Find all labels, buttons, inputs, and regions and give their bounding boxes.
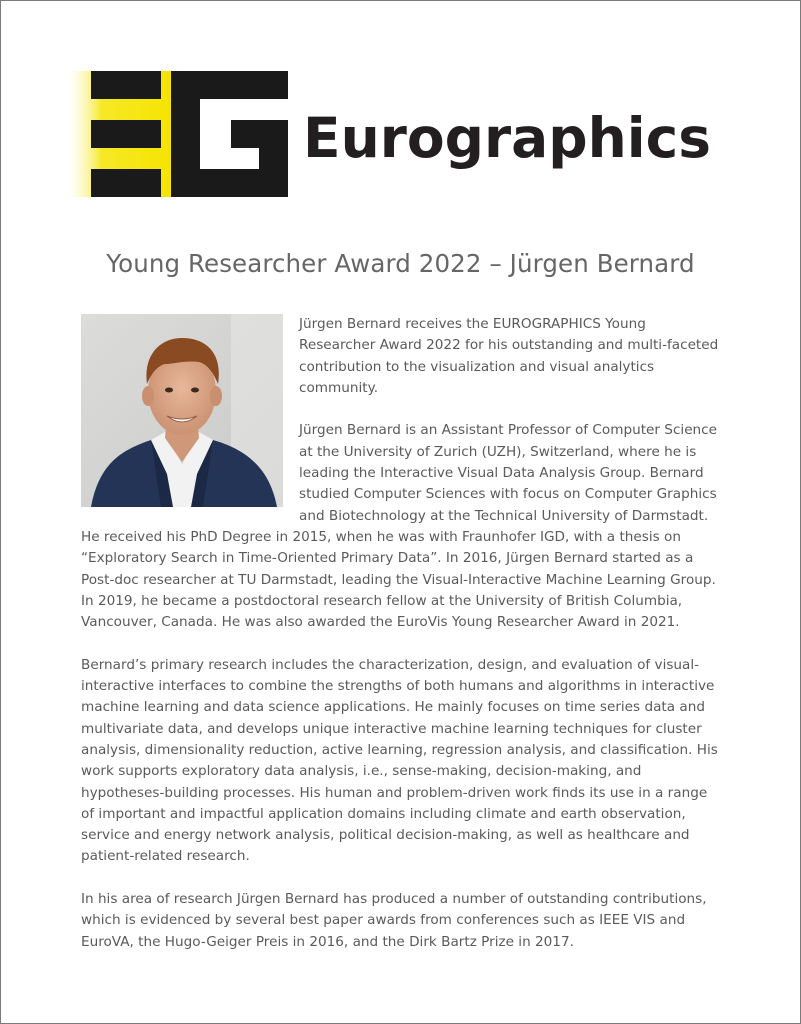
portrait-photo (81, 314, 283, 507)
paragraph-2: Jürgen Bernard is an Assistant Professor of Computer Science at the University of Zurich (UZH), Switzerland, where he is leading the Interactive Visual Data Analysis Group. Bernard studied Computer Sciences with focus on Computer Graphics and Biotechnology at the Technical University of Darmstadt. He received his PhD Degree in 2015, when he was with Fraunhofer IGD, with a thesis on “Exploratory Search in Time-Oriented Primary Data”. In 2016, Jürgen Bernard started as a Post-doc researcher at TU Darmstadt, leading the Visual-Interactive Machine Learning Group. In 2019, he became a postdoctoral research fellow at the University of British Columbia, Vancouver, Canada. He was also awarded the EuroVis Young Researcher Award in 2021. (81, 422, 718, 631)
eurographics-logo (63, 69, 713, 199)
paragraph-1: Jürgen Bernard receives the EUROGRAPHICS Young Researcher Award 2022 for his outstanding and multi-faceted contribution to the visualization and visual analytics community. (299, 316, 719, 396)
logo-wordmark: Eurographics (303, 106, 711, 170)
paragraph-3: Bernard’s primary research includes the characterization, design, and evaluation of visual-interactive interfaces to combine the strengths of both humans and algorithms in interactive machine learning and data science applications. He mainly focuses on time series data and multivariate data, and develops unique interactive machine learning techniques for cluster analysis, dimensionality reduction, active learning, regression analysis, and classification. His work supports exploratory data analysis, i.e., sense-making, decision-making, and hypotheses-building processes. His human and problem-driven work finds its use in a range of important and impactful application domains including climate and earth observation, service and energy network analysis, political decision-making, as well as healthcare and patient-related research. (81, 656, 718, 865)
article-body (81, 314, 721, 974)
paragraph-4: In his area of research Jürgen Bernard has produced a number of outstanding contributions, which is evidenced by several best paper awards from conferences such as IEEE VIS and EuroVA, the Hugo-Geiger Preis in 2016, and the Dirk Bartz Prize in 2017. (81, 891, 707, 950)
page-title: Young Researcher Award 2022 – Jürgen Bernard (106, 249, 695, 278)
